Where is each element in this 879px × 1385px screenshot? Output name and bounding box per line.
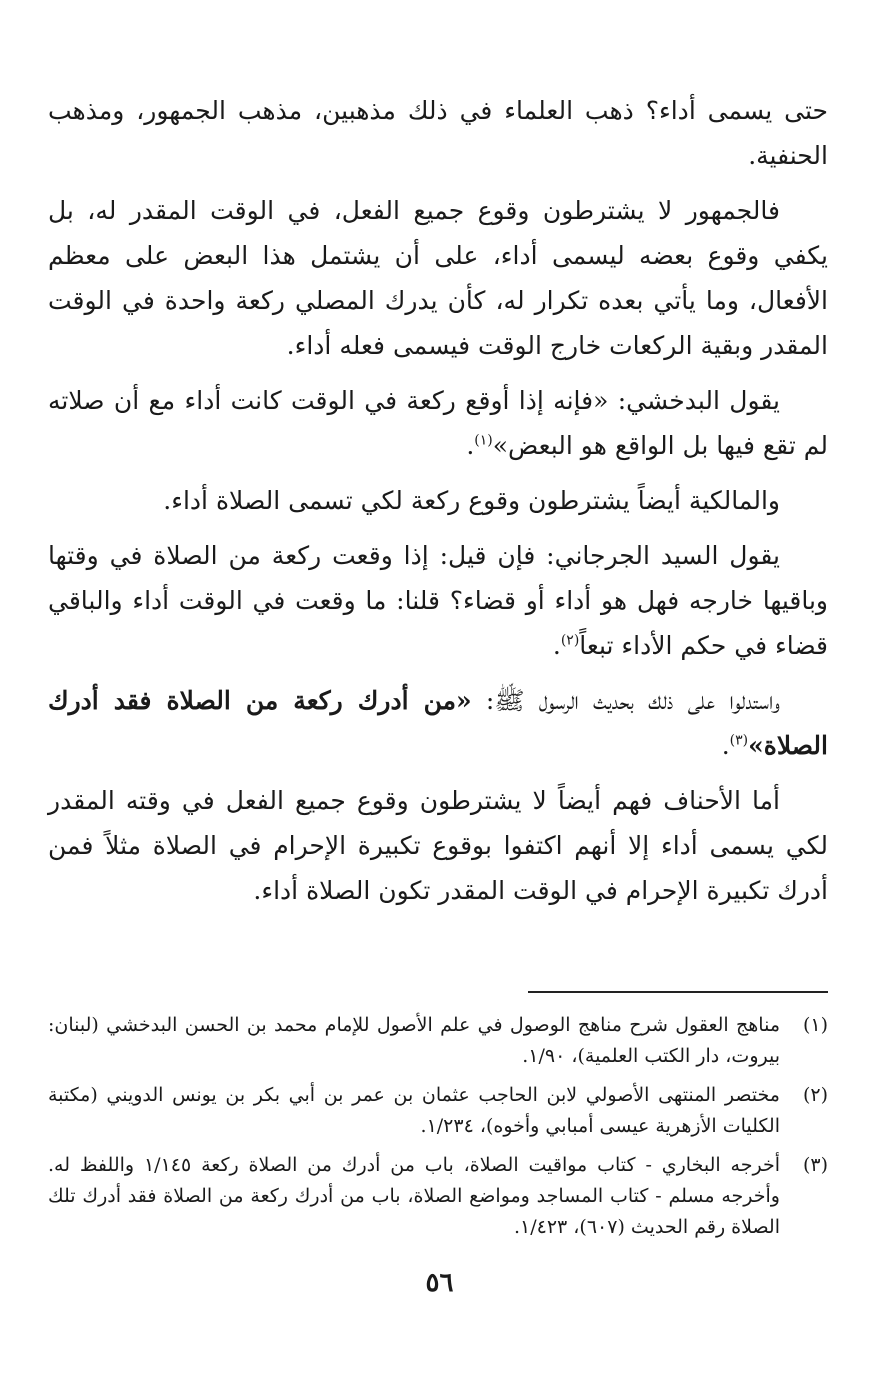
paragraph-1 (48, 88, 828, 178)
paragraph-7-text: أما الأحناف فهم أيضاً لا يشترطون وقوع جميع الفعل في وقته المقدر لكي يسمى أداء إلا أنهم اكتفوا بوقوع تكبيرة الإحرام في الصلاة مثلاً فمن أدرك تكبيرة الإحرام في الوقت المقدر تكون الصلاة أداء. (48, 786, 828, 905)
paragraph-1-text: حتى يسمى أداء؟ ذهب العلماء في ذلك مذهبين، مذهب الجمهور، ومذهب الحنفية. (48, 96, 828, 170)
footnote-2-text: مختصر المنتهى الأصولي لابن الحاجب عثمان بن عمر بن أبي بكر بن يونس الدويني (مكتبة الكليات الأزهرية عيسى أمبابي وأخوه)، ١/٢٣٤. (48, 1084, 780, 1137)
footnote-2-number: (٢) (802, 1084, 828, 1106)
hadith-quote: «من أدرك ركعة من الصلاة فقد أدرك الصلاة» (48, 686, 828, 760)
paragraph-3-text: يقول البدخشي: «فإنه إذا أوقع ركعة في الوقت كانت أداء مع أن صلاته لم تقع فيها بل الواقع هو البعض» (48, 386, 828, 460)
paragraph-5-text: يقول السيد الجرجاني: فإن قيل: إذا وقعت ركعة من الصلاة في وقتها وباقيها خارجه فهل هو أداء أو قضاء؟ قلنا: ما وقعت في الوقت أداء والباقي قضاء في حكم الأداء تبعاً (48, 541, 828, 660)
paragraph-2 (48, 188, 828, 368)
paragraph-6-text: واستدلوا على ذلك بحديث الرسول ﷺ: (471, 686, 781, 715)
footnote-ref-2: (٢) (560, 632, 580, 649)
footnote-2 (48, 1080, 828, 1142)
paragraph-4 (48, 478, 828, 523)
paragraph-5 (48, 533, 828, 668)
paragraph-5-tail: . (552, 631, 561, 660)
footnote-separator (528, 991, 828, 993)
paragraph-2-text: فالجمهور لا يشترطون وقوع جميع الفعل، في الوقت المقدر له، بل يكفي وقوع بعضه ليسمى أداء، على أن يشتمل هذا البعض على معظم الأفعال، وما يأتي بعده تكرار له، كأن يدرك المصلي ركعة واحدة في الوقت المقدر وبقية الركعات خارج الوقت فيسمى فعله أداء. (48, 196, 828, 360)
footnote-ref-3: (٣) (729, 732, 749, 749)
footnote-3-text: أخرجه البخاري - كتاب مواقيت الصلاة، باب من أدرك من الصلاة ركعة ١/١٤٥ واللفظ له. وأخرجه مسلم - كتاب المساجد ومواضع الصلاة، باب من أدرك ركعة من الصلاة فقد أدرك تلك الصلاة رقم الحديث (٦٠٧)، ١/٤٢٣. (48, 1154, 780, 1238)
footnote-3 (48, 1150, 828, 1243)
footnote-1-number: (١) (802, 1014, 828, 1036)
footnote-1 (48, 1010, 828, 1072)
footnote-1-text: مناهج العقول شرح مناهج الوصول في علم الأصول للإمام محمد بن الحسن البدخشي (لبنان: بيروت، دار الكتب العلمية)، ١/٩٠. (48, 1014, 780, 1067)
paragraph-4-text: والمالكية أيضاً يشترطون وقوع ركعة لكي تسمى الصلاة أداء. (163, 486, 780, 515)
paragraph-6-tail: . (721, 731, 730, 760)
footnote-ref-1: (١) (474, 432, 493, 449)
paragraph-7 (48, 778, 828, 913)
footnotes (48, 1010, 828, 1251)
paragraph-3-tail: . (466, 431, 475, 460)
page-body (48, 88, 828, 1238)
footnote-3-number: (٣) (802, 1154, 828, 1176)
page-number: ٥٦ (425, 1268, 454, 1298)
paragraph-6 (48, 678, 828, 768)
paragraph-3 (48, 378, 828, 468)
